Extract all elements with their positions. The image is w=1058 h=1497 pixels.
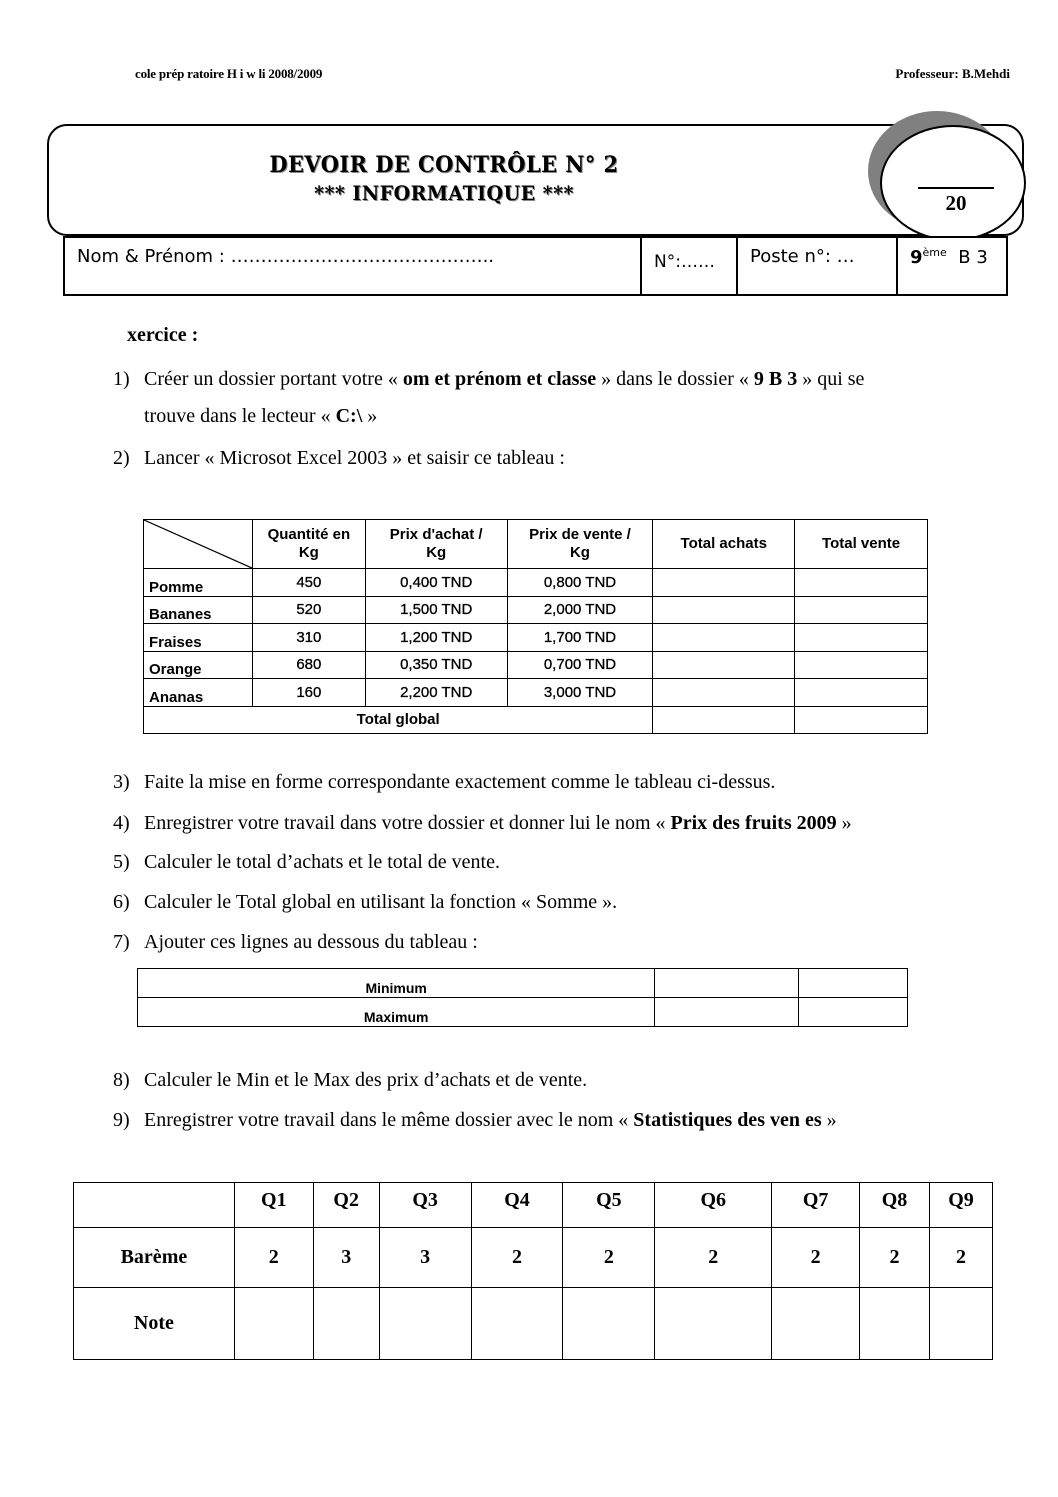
purchase-price-cell: 0,350 TND: [365, 651, 507, 679]
total-purchases-cell[interactable]: [653, 679, 795, 707]
note-cell[interactable]: [772, 1288, 860, 1360]
sale-price-cell: 0,800 TND: [507, 569, 653, 597]
class-label: [898, 238, 1006, 294]
question-5: 5) Calculer le total d’achats et le total de vente.: [113, 851, 500, 873]
note-cell[interactable]: [930, 1288, 993, 1360]
question-header: Q5: [563, 1183, 655, 1228]
poste-field[interactable]: Poste n°: …: [738, 238, 898, 294]
quantity-cell: 450: [252, 569, 365, 597]
bareme-points: 2: [471, 1228, 563, 1288]
table-row: [138, 969, 908, 998]
minimum-label: Minimum: [138, 969, 655, 998]
class-group: B 3: [958, 247, 988, 268]
class-grade: 9: [910, 247, 923, 268]
score-denominator: 20: [945, 191, 967, 215]
minimum-purchase-cell[interactable]: [655, 969, 799, 998]
note-cell[interactable]: [563, 1288, 655, 1360]
note-cell[interactable]: [655, 1288, 772, 1360]
total-global-purchases-cell[interactable]: [653, 706, 795, 734]
min-max-table: [137, 968, 908, 1027]
note-cell[interactable]: [313, 1288, 379, 1360]
question-header: Q3: [379, 1183, 471, 1228]
fruit-price-table: [143, 519, 928, 734]
fruit-name: Ananas: [144, 679, 253, 707]
question-header: Q9: [930, 1183, 993, 1228]
total-sales-cell[interactable]: [795, 679, 928, 707]
fruit-name: Orange: [144, 651, 253, 679]
total-purchases-cell[interactable]: [653, 569, 795, 597]
question-header: Q7: [772, 1183, 860, 1228]
total-purchases-cell[interactable]: [653, 624, 795, 652]
question-8: 8) Calculer le Min et le Max des prix d’achats et de vente.: [113, 1069, 588, 1091]
sale-price-cell: 1,700 TND: [507, 624, 653, 652]
question-2: 2) Lancer « Microsot Excel 2003 » et saisir ce tableau :: [113, 447, 565, 469]
number-field[interactable]: N°:……: [642, 238, 738, 294]
school-year-header: cole prép ratoire H i w li 2008/2009: [135, 66, 323, 81]
table-row: [144, 569, 928, 597]
purchase-price-cell: 1,500 TND: [365, 596, 507, 624]
quantity-cell: 680: [252, 651, 365, 679]
total-global-row: [144, 706, 928, 734]
question-1-continuation: trouve dans le lecteur « C:\ »: [144, 405, 378, 427]
table-row: [144, 596, 928, 624]
total-global-sales-cell[interactable]: [795, 706, 928, 734]
fruit-name: Bananes: [144, 596, 253, 624]
score-oval: [880, 125, 1026, 241]
exam-subject: *** INFORMATIQUE ***: [314, 181, 574, 205]
question-header: Q4: [471, 1183, 563, 1228]
bareme-points: 2: [860, 1228, 930, 1288]
header-sale-price: Prix de vente / Kg: [507, 520, 653, 569]
teacher-name: Professeur: B.Mehdi: [895, 66, 1010, 81]
total-sales-cell[interactable]: [795, 596, 928, 624]
maximum-purchase-cell[interactable]: [655, 998, 799, 1027]
question-header: Q6: [655, 1183, 772, 1228]
question-1: 1) Créer un dossier portant votre « om et prénom et classe » dans le dossier « 9 B 3 » qui se: [113, 368, 865, 390]
question-header: Q2: [313, 1183, 379, 1228]
quantity-cell: 520: [252, 596, 365, 624]
table-row: [144, 679, 928, 707]
bareme-points: 2: [655, 1228, 772, 1288]
maximum-sale-cell[interactable]: [799, 998, 908, 1027]
question-header: Q8: [860, 1183, 930, 1228]
grading-scale-table: [73, 1182, 993, 1360]
purchase-price-cell: 2,200 TND: [365, 679, 507, 707]
note-cell[interactable]: [471, 1288, 563, 1360]
question-6: 6) Calculer le Total global en utilisant la fonction « Somme ».: [113, 891, 618, 913]
total-purchases-cell[interactable]: [653, 596, 795, 624]
student-info-row: [63, 236, 1008, 296]
questions-header-row: [74, 1183, 993, 1228]
sale-price-cell: 2,000 TND: [507, 596, 653, 624]
fruit-name: Fraises: [144, 624, 253, 652]
total-sales-cell[interactable]: [795, 624, 928, 652]
exam-title: DEVOIR DE CONTRÔLE N° 2: [269, 152, 619, 178]
diagonal-corner-cell: [144, 520, 253, 569]
table-header-row: [144, 520, 928, 569]
sale-price-cell: 0,700 TND: [507, 651, 653, 679]
note-cell[interactable]: [379, 1288, 471, 1360]
bareme-points: 3: [313, 1228, 379, 1288]
score-fraction-line: [918, 187, 994, 189]
bareme-points: 3: [379, 1228, 471, 1288]
question-4: 4) Enregistrer votre travail dans votre dossier et donner lui le nom « Prix des fruits 2009 »: [113, 812, 852, 834]
fruit-name: Pomme: [144, 569, 253, 597]
minimum-sale-cell[interactable]: [799, 969, 908, 998]
bareme-points: 2: [772, 1228, 860, 1288]
header-purchase-price: Prix d'achat / Kg: [365, 520, 507, 569]
note-cell[interactable]: [234, 1288, 313, 1360]
note-row: [74, 1288, 993, 1360]
question-9: 9) Enregistrer votre travail dans le même dossier avec le nom « Statistiques des ven es »: [113, 1109, 837, 1131]
header-total-sales: Total vente: [795, 520, 928, 569]
table-row: [138, 998, 908, 1027]
total-global-label: Total global: [144, 706, 653, 734]
quantity-cell: 310: [252, 624, 365, 652]
bareme-points: 2: [234, 1228, 313, 1288]
bareme-row: [74, 1228, 993, 1288]
total-purchases-cell[interactable]: [653, 651, 795, 679]
header-total-purchases: Total achats: [653, 520, 795, 569]
sale-price-cell: 3,000 TND: [507, 679, 653, 707]
quantity-cell: 160: [252, 679, 365, 707]
class-suffix: ème: [922, 246, 947, 259]
table-row: [144, 651, 928, 679]
question-header: Q1: [234, 1183, 313, 1228]
question-3: 3) Faite la mise en forme correspondante exactement comme le tableau ci-dessus.: [113, 771, 776, 793]
bareme-points: 2: [563, 1228, 655, 1288]
bareme-label: Barème: [74, 1228, 235, 1288]
empty-corner-cell: [74, 1183, 235, 1228]
note-cell[interactable]: [860, 1288, 930, 1360]
purchase-price-cell: 1,200 TND: [365, 624, 507, 652]
name-field[interactable]: Nom & Prénom : ……………………………………..: [65, 238, 642, 294]
bareme-points: 2: [930, 1228, 993, 1288]
question-7: 7) Ajouter ces lignes au dessous du tableau :: [113, 931, 478, 953]
purchase-price-cell: 0,400 TND: [365, 569, 507, 597]
note-label: Note: [74, 1288, 235, 1360]
total-sales-cell[interactable]: [795, 651, 928, 679]
exercise-title: xercice :: [127, 324, 199, 346]
maximum-label: Maximum: [138, 998, 655, 1027]
table-row: [144, 624, 928, 652]
total-sales-cell[interactable]: [795, 569, 928, 597]
header-quantity: Quantité en Kg: [252, 520, 365, 569]
